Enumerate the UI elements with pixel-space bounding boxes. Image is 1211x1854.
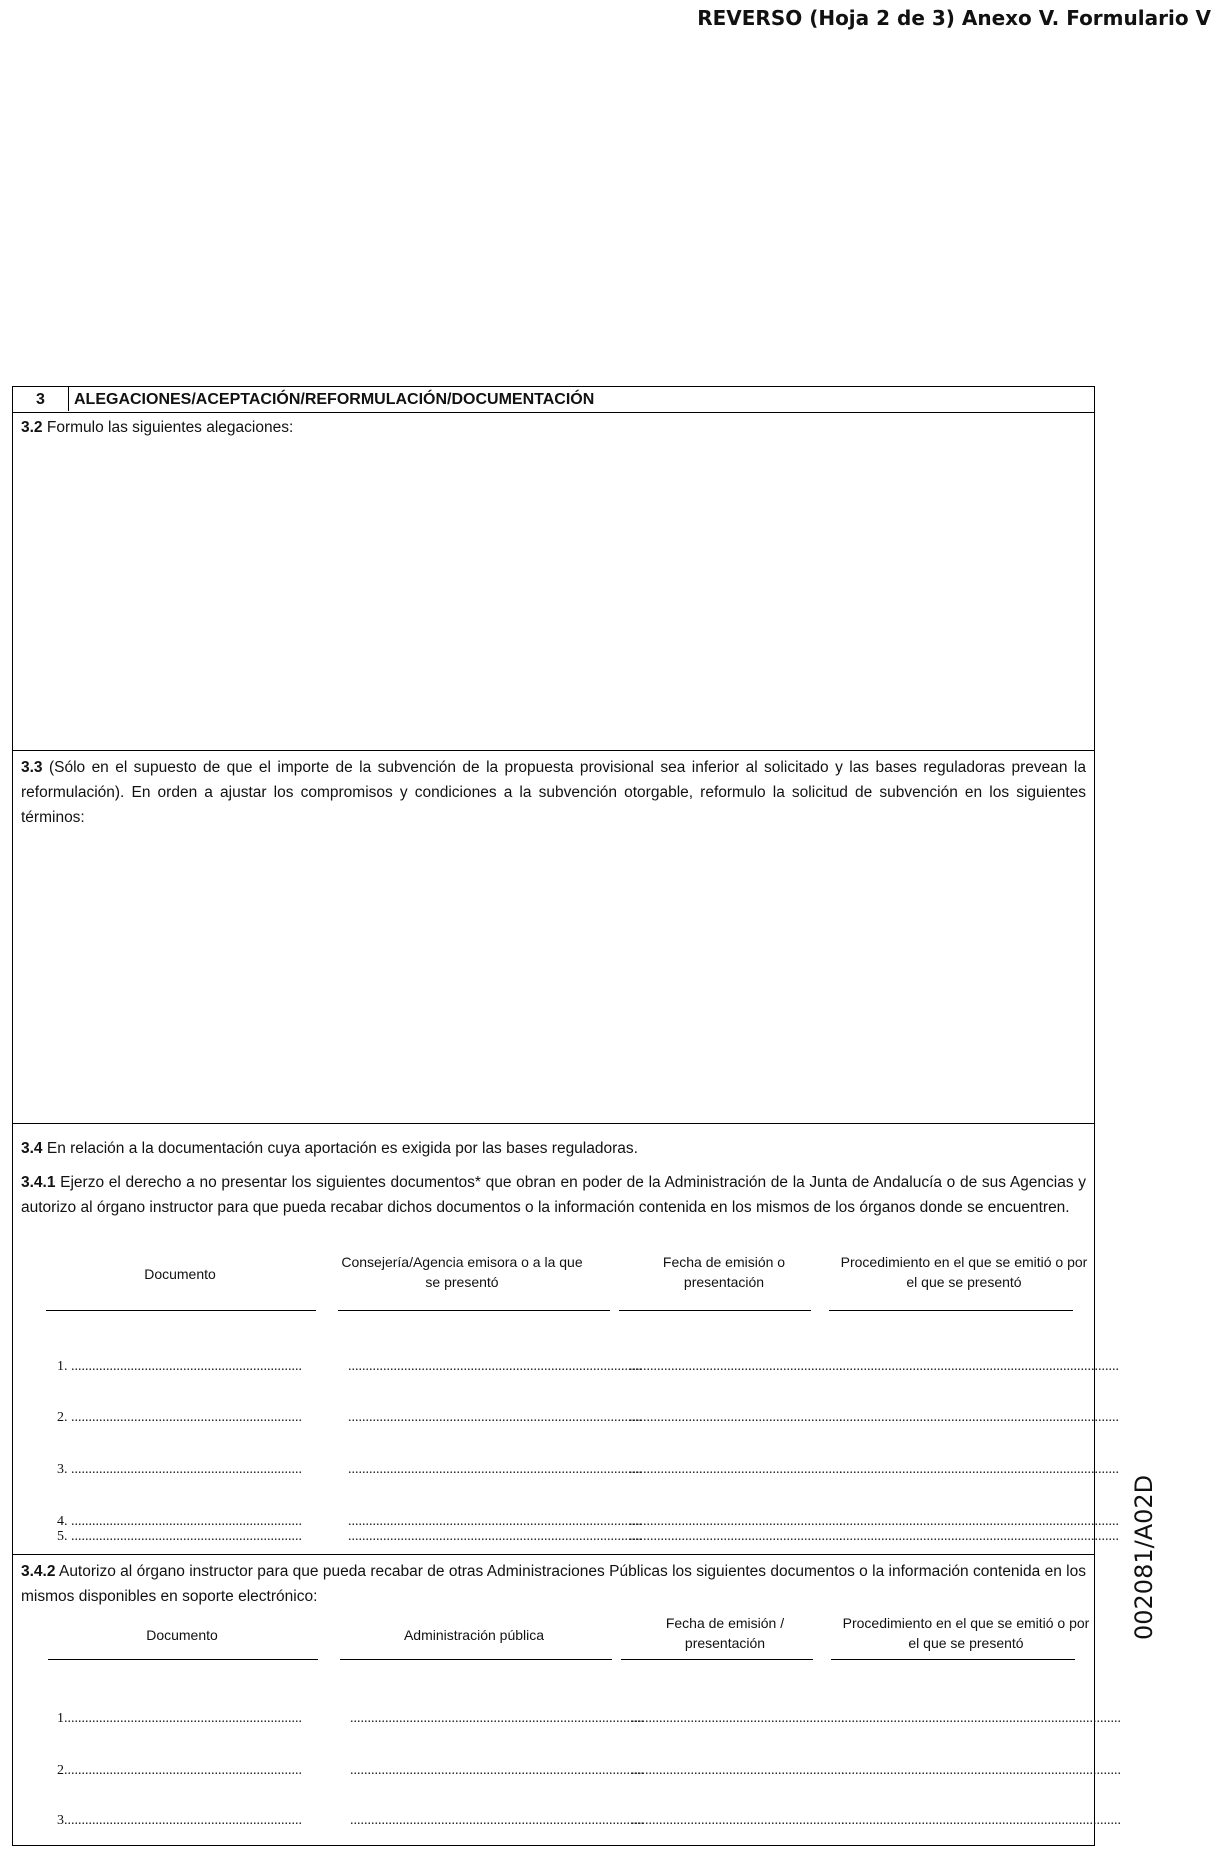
s342-col-documento: Documento bbox=[146, 1627, 218, 1643]
row-number: 2. bbox=[57, 1763, 68, 1778]
s341-number: 3.4.1 bbox=[21, 1174, 56, 1191]
section-number: 3 bbox=[13, 387, 69, 411]
section-title: ALEGACIONES/ACEPTACIÓN/REFORMULACIÓN/DOCUMENTACIÓN bbox=[74, 391, 595, 408]
s32-number: 3.2 bbox=[21, 419, 43, 436]
s341-col-fecha: Fecha de emisión o presentación bbox=[662, 1254, 786, 1290]
documentacion-box: 3.4 En relación a la documentación cuya aportación es exigida por las bases reguladoras. 3.4.1 Ejerzo el derecho a no presentar los siguientes documentos* que obran en poder de la Administración de la Junta de Andalucía o de sus Agencias y autorizo al órgano instructor para que pueda recabar dichos documentos o la información contenida en los mismos de los órganos donde se encuentren. Documento Consejería/Agencia emisora o a la que se presentó Fecha de emisión o presentación Procedimiento en el que se emitió o por el que se presentó 1. .................................................................. .................................................................................... ............................................................. ................................................................................ 2. .................................................................. .................................................................................... ............................................................. ................................................................................ 3. .................................................................. .................................................................................... ............................................................. ................................................................................ 4. .................................................................. .................................................................................... ............................................................. ................................................................................ 5. .................................................................. .................................................................................... ............................................................. ................................................................................ bbox=[13, 1124, 1094, 1555]
s342-col-rule bbox=[340, 1659, 612, 1660]
s342-col-rule bbox=[831, 1659, 1075, 1660]
s341-col-rule bbox=[619, 1310, 811, 1311]
s32-text: Formulo las siguientes alegaciones: bbox=[42, 419, 294, 436]
s341-label bbox=[21, 1170, 1086, 1220]
s32-label bbox=[21, 415, 1086, 440]
s341-col-documento: Documento bbox=[144, 1266, 216, 1282]
row-number: 1. bbox=[57, 1711, 68, 1726]
row-number: 4. bbox=[57, 1514, 68, 1529]
s342-col-fecha: Fecha de emisión / presentación bbox=[665, 1615, 785, 1651]
s341-col-consejeria: Consejería/Agencia emisora o a la que se presentó bbox=[341, 1254, 583, 1290]
s341-col-procedimiento: Procedimiento en el que se emitió o por el que se presentó bbox=[840, 1254, 1088, 1290]
row-number: 5. bbox=[57, 1529, 68, 1544]
row-number: 1. bbox=[57, 1359, 68, 1374]
row-number: 2. bbox=[57, 1410, 68, 1425]
s341-col-rule bbox=[829, 1310, 1073, 1311]
reformulacion-box[interactable] bbox=[13, 751, 1094, 1124]
s342-text: Autorizo al órgano instructor para que pueda recabar de otras Administraciones Públicas los siguientes documentos o la información contenida en los mismos disponibles en soporte electrónico: bbox=[21, 1563, 1086, 1605]
s34-label bbox=[21, 1136, 1086, 1161]
s341-col-rule bbox=[46, 1310, 316, 1311]
s341-text: Ejerzo el derecho a no presentar los siguientes documentos* que obran en poder de la Administración de la Junta de Andalucía o de sus Agencias y autorizo al órgano instructor para que pueda recabar dichos documentos o la información contenida en los mismos de los órganos donde se encuentren. bbox=[21, 1174, 1086, 1216]
s33-text: (Sólo en el supuesto de que el importe de la subvención de la propuesta provisional sea inferior al solicitado y las bases reguladoras prevean la reformulación). En orden a ajustar los compromisos y condiciones a la subvención otorgable, reformulo la solicitud de subvención en los siguientes términos: bbox=[21, 759, 1086, 826]
form-code-text: 002081/A02D bbox=[1130, 1474, 1158, 1640]
row-number: 3. bbox=[57, 1462, 68, 1477]
s34-text: En relación a la documentación cuya aportación es exigida por las bases reguladoras. bbox=[42, 1140, 638, 1157]
s342-col-rule bbox=[48, 1659, 318, 1660]
s341-col-rule bbox=[338, 1310, 610, 1311]
autorizacion-box: 3.4.2 Autorizo al órgano instructor para que pueda recabar de otras Administraciones Públicas los siguientes documentos o la información contenida en los mismos disponibles en soporte electrónico: Documento Administración pública Fecha de emisión / presentación Procedimiento en el que se emitió o por el que se presentó 1.................................................................... .................................................................................... ............................................................. ................................................................................ 2.................................................................... .................................................................................... ............................................................. ................................................................................ 3.................................................................... .................................................................................... ............................................................. ................................................................................ bbox=[13, 1555, 1094, 1845]
section-header bbox=[13, 387, 1094, 413]
s342-col-administracion: Administración pública bbox=[403, 1627, 545, 1643]
row-number: 3. bbox=[57, 1813, 68, 1828]
s342-label bbox=[21, 1559, 1086, 1609]
s342-number: 3.4.2 bbox=[21, 1563, 56, 1580]
s342-col-rule bbox=[621, 1659, 813, 1660]
s33-label bbox=[21, 755, 1086, 830]
s33-number: 3.3 bbox=[21, 759, 43, 776]
page-header: REVERSO (Hoja 2 de 3) Anexo V. Formulario V bbox=[697, 6, 1211, 30]
s34-number: 3.4 bbox=[21, 1140, 43, 1157]
alegaciones-box[interactable] bbox=[13, 413, 1094, 751]
form-section-3 bbox=[12, 386, 1121, 1846]
s342-col-procedimiento: Procedimiento en el que se emitió o por el que se presentó bbox=[842, 1615, 1090, 1651]
